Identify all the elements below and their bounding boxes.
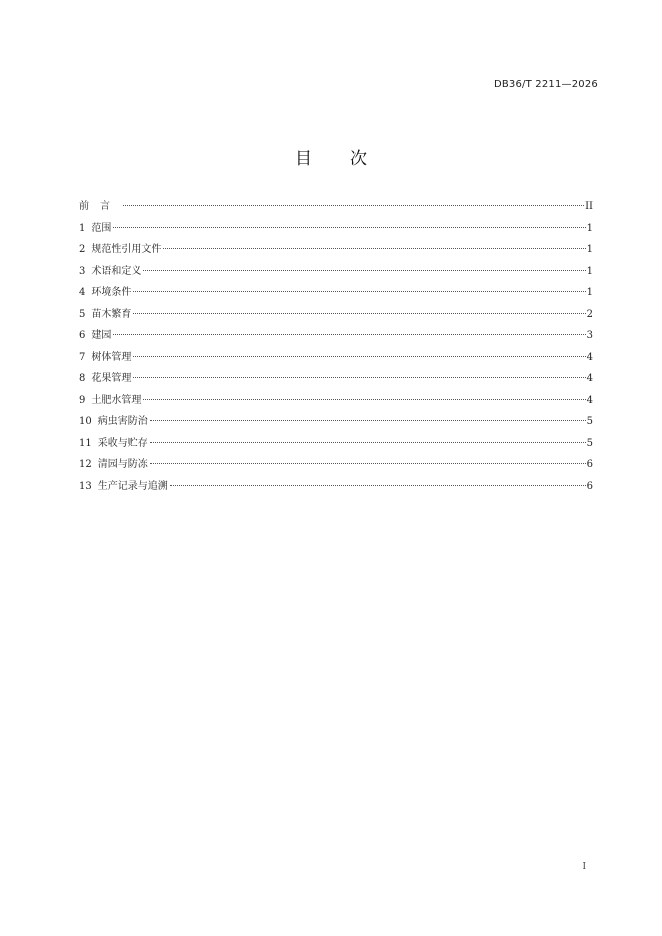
toc-entry-number: 11 [79,437,92,449]
toc-entry-page: 1 [586,287,593,298]
toc-entry-number: 10 [79,416,92,427]
toc-title-char-2: 次 [350,149,367,169]
toc-title-char-1: 目 [295,149,312,169]
toc-entry-label: 环境条件 [91,287,132,298]
toc-entry-number: 2 [79,244,86,255]
toc-entry-8[interactable] [79,372,593,394]
toc-entry-2[interactable] [79,243,593,265]
toc-entry-number: 4 [79,287,86,298]
toc-entry-page: II [585,201,593,212]
toc-leader-dots [123,205,584,206]
toc-entry-label: 生产记录与追溯 [97,480,168,492]
toc-entry-label: 建园 [91,330,112,341]
page-number: I [582,862,586,872]
toc-entry-5[interactable] [79,308,593,330]
toc-leader-dots [150,463,586,464]
toc-entry-label: 范围 [91,222,112,234]
toc-entry-12[interactable] [79,458,593,480]
toc-title [0,144,662,169]
toc-entry-3[interactable] [79,265,593,287]
toc-entry-label: 前言 [79,201,121,212]
toc-entry-page: 4 [586,351,593,363]
toc-leader-dots [133,291,585,292]
toc-entry-10[interactable] [79,415,593,437]
toc-entry-page: 1 [586,265,593,277]
toc-leader-dots [133,356,585,357]
toc-list [79,200,593,501]
toc-entry-page: 2 [586,308,593,320]
toc-entry-number: 12 [79,459,92,470]
toc-entry-number: 8 [79,373,86,384]
toc-entry-label: 术语和定义 [91,265,142,277]
toc-entry-number: 6 [79,330,86,341]
toc-leader-dots [170,485,586,486]
toc-entry-page: 5 [586,437,593,449]
toc-entry-4[interactable] [79,286,593,308]
toc-entry-label: 树体管理 [91,351,132,363]
toc-entry-label: 苗木繁育 [91,308,132,320]
toc-entry-number: 5 [79,308,86,320]
toc-leader-dots [150,420,586,421]
toc-entry-label: 病虫害防治 [97,416,148,427]
toc-entry-1[interactable] [79,222,593,244]
toc-entry-page: 5 [586,416,593,427]
toc-entry-number: 1 [79,222,86,234]
toc-entry-page: 4 [586,394,593,406]
toc-leader-dots [163,248,585,249]
toc-entry-label: 采收与贮存 [97,437,148,449]
toc-entry-9[interactable] [79,394,593,416]
toc-leader-dots [113,227,585,228]
toc-leader-dots [133,313,585,314]
toc-leader-dots [133,377,585,378]
toc-entry-number: 7 [79,351,86,363]
toc-entry-page: 4 [586,373,593,384]
toc-entry-page: 3 [586,330,593,341]
toc-leader-dots [113,334,585,335]
toc-entry-label: 规范性引用文件 [91,244,162,255]
toc-entry-page: 1 [586,244,593,255]
toc-entry-7[interactable] [79,351,593,373]
toc-leader-dots [150,442,586,443]
toc-entry-foreword[interactable] [79,200,593,222]
toc-leader-dots [143,399,585,400]
toc-entry-number: 9 [79,394,86,406]
toc-entry-page: 6 [586,459,593,470]
toc-entry-label: 花果管理 [91,373,132,384]
toc-entry-13[interactable] [79,480,593,502]
document-code: DB36/T 2211—2026 [493,79,598,90]
toc-entry-label: 土肥水管理 [91,394,142,406]
toc-entry-number: 13 [79,480,92,492]
toc-entry-11[interactable] [79,437,593,459]
toc-leader-dots [143,270,585,271]
toc-entry-number: 3 [79,265,86,277]
toc-entry-6[interactable] [79,329,593,351]
toc-entry-page: 1 [586,222,593,234]
toc-entry-page: 6 [586,480,593,492]
toc-entry-label: 清园与防冻 [97,459,148,470]
